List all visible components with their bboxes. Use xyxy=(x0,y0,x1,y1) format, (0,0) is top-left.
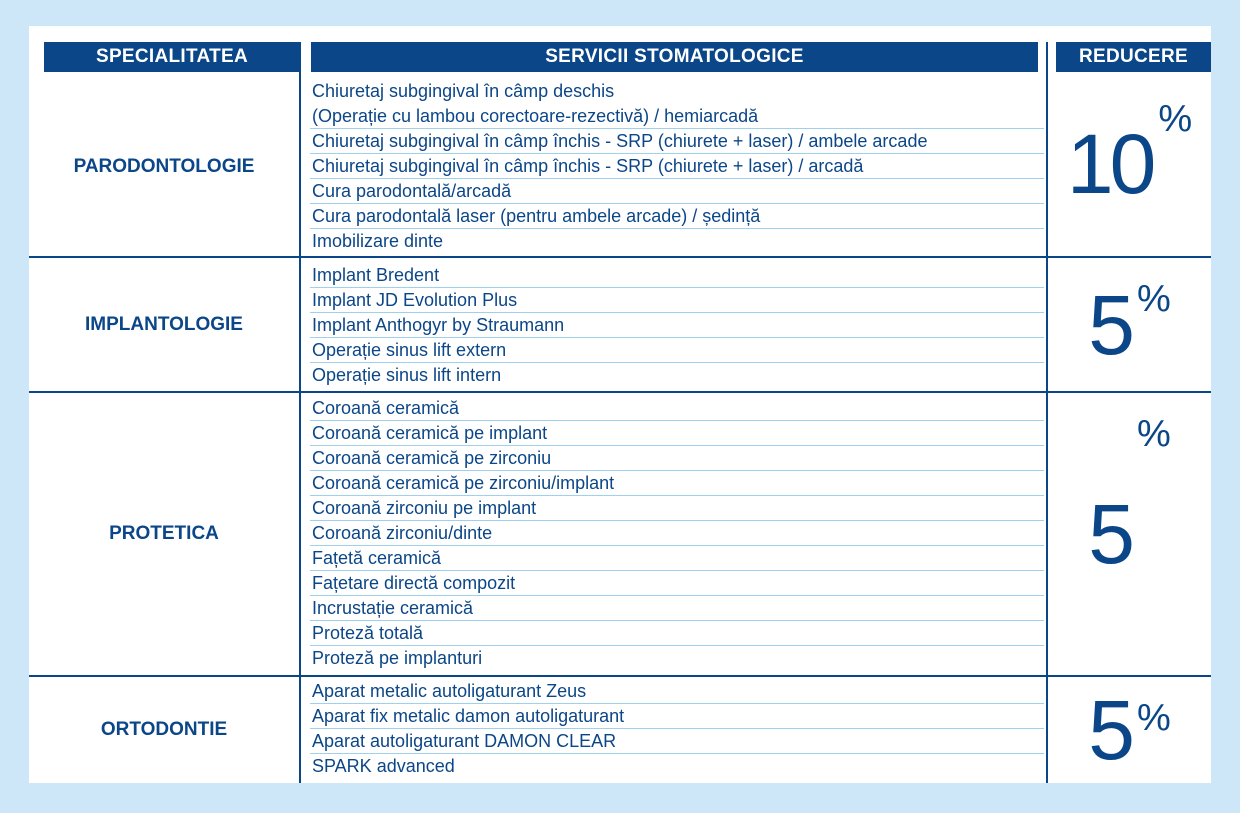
service-row: Proteză totală xyxy=(310,621,1044,646)
service-row: Imobilizare dinte xyxy=(312,231,444,251)
service-row: Fațetă ceramică xyxy=(310,546,1044,571)
service-row: Coroană zirconiu pe implant xyxy=(310,496,1044,521)
pricing-table xyxy=(29,26,1211,783)
service-row: Coroană ceramică pe zirconiu xyxy=(310,446,1044,471)
discount-value: 5 xyxy=(1088,683,1131,777)
service-row: Implant JD Evolution Plus xyxy=(310,288,1044,313)
column-divider xyxy=(299,42,301,783)
service-row: SPARK advanced xyxy=(312,756,455,776)
service-row: Coroană ceramică xyxy=(310,396,1044,421)
service-row: Implant Anthogyr by Straumann xyxy=(310,313,1044,338)
service-row: Operație sinus lift intern xyxy=(312,365,502,385)
service-row: Cura parodontală laser (pentru ambele arcade) / ședință xyxy=(310,204,1044,229)
service-row: Fațetare directă compozit xyxy=(310,571,1044,596)
service-row: Aparat metalic autoligaturant Zeus xyxy=(310,679,1044,704)
header-discount: REDUCERE xyxy=(1056,42,1211,72)
discount-value: 10 xyxy=(1066,117,1153,211)
service-row: Proteză pe implanturi xyxy=(312,648,483,668)
service-row: Implant Bredent xyxy=(310,263,1044,288)
specialty-parodontologie: PARODONTOLOGIE xyxy=(73,156,255,177)
header-specialty: SPECIALITATEA xyxy=(44,42,300,72)
discount-implantologie xyxy=(1048,258,1211,391)
percent-sign: % xyxy=(1158,98,1193,140)
discount-value: 5 xyxy=(1088,277,1131,372)
service-row: Chiuretaj subgingival în câmp deschis (Operație cu lambou corectoare-rezectivă) / hemiarcadă xyxy=(310,79,1044,129)
service-row: Chiuretaj subgingival în câmp închis - SRP (chiurete + laser) / ambele arcade xyxy=(310,129,1044,154)
discount-value: 5 xyxy=(1088,487,1131,581)
header-services: SERVICII STOMATOLOGICE xyxy=(311,42,1038,72)
service-row: Coroană ceramică pe implant xyxy=(310,421,1044,446)
discount-parodontologie xyxy=(1048,78,1211,250)
service-row: Incrustație ceramică xyxy=(310,596,1044,621)
service-row: Coroană zirconiu/dinte xyxy=(310,521,1044,546)
service-row: Aparat fix metalic damon autoligaturant xyxy=(310,704,1044,729)
discount-ortodontie xyxy=(1048,677,1211,783)
service-row: Operație sinus lift extern xyxy=(310,338,1044,363)
service-row: Cura parodontală/arcadă xyxy=(310,179,1044,204)
percent-sign: % xyxy=(1136,697,1171,739)
specialty-implantologie: IMPLANTOLOGIE xyxy=(85,313,243,335)
specialty-protetica: PROTETICA xyxy=(109,523,219,544)
service-row: Chiuretaj subgingival în câmp închis - SRP (chiurete + laser) / arcadă xyxy=(310,154,1044,179)
percent-sign: % xyxy=(1136,278,1171,320)
discount-protetica xyxy=(1048,393,1211,675)
service-row: Coroană ceramică pe zirconiu/implant xyxy=(310,471,1044,496)
service-row: Aparat autoligaturant DAMON CLEAR xyxy=(310,729,1044,754)
specialty-ortodontie: ORTODONTIE xyxy=(100,719,228,740)
percent-sign: % xyxy=(1136,413,1171,455)
